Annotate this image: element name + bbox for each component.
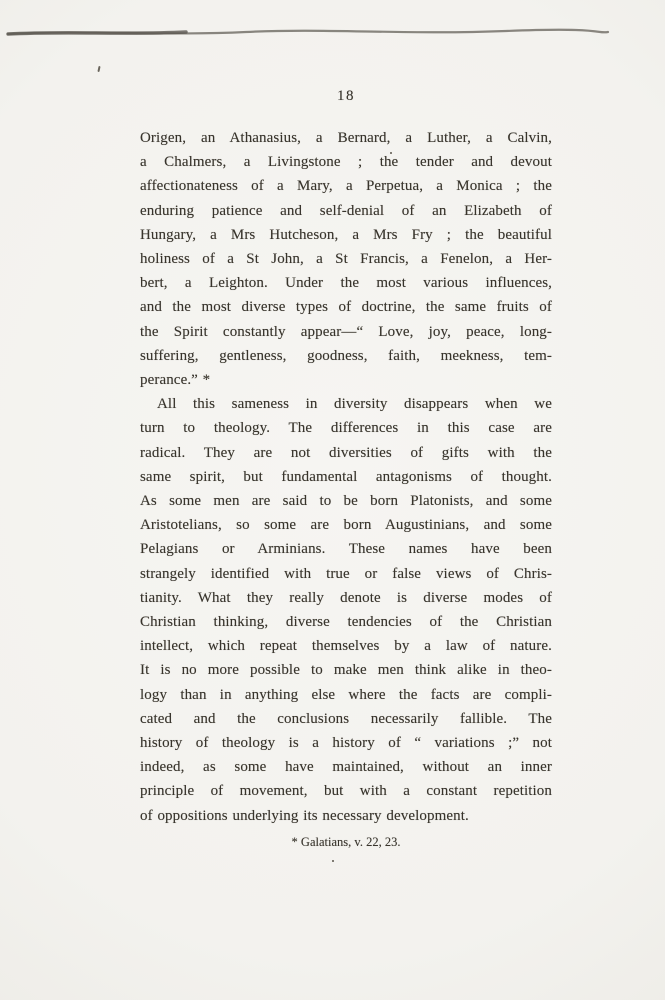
text-line: Christian thinking, diverse tendencies of the Christian bbox=[140, 614, 552, 631]
text-line: affectionateness of a Mary, a Perpetua, a Monica ; the bbox=[140, 178, 552, 195]
text-line: of oppositions underlying its necessary development. bbox=[140, 807, 469, 824]
page-number: 18 bbox=[337, 88, 355, 104]
paragraph bbox=[140, 126, 552, 392]
text-line: indeed, as some have maintained, without an inner bbox=[140, 759, 552, 776]
text-line: Hungary, a Mrs Hutcheson, a Mrs Fry ; the beautiful bbox=[140, 226, 552, 243]
text-line: It is no more possible to make men think alike in theo- bbox=[140, 662, 552, 679]
text-line: suffering, gentleness, goodness, faith, meekness, tem- bbox=[140, 347, 552, 364]
scan-speckle bbox=[97, 66, 100, 72]
text-line: and the most diverse types of doctrine, the same fruits of bbox=[140, 299, 552, 316]
text-line: a Chalmers, a Livingstone ; the tender and devout bbox=[140, 154, 552, 171]
text-line: tianity. What they really denote is diverse modes of bbox=[140, 589, 552, 606]
text-line: Pelagians or Arminians. These names have been bbox=[140, 541, 552, 558]
text-line: same spirit, but fundamental antagonisms of thought. bbox=[140, 468, 552, 485]
text-line: logy than in anything else where the facts are compli- bbox=[140, 686, 552, 703]
text-line: As some men are said to be born Platonists, and some bbox=[140, 493, 552, 510]
text-line: Origen, an Athanasius, a Bernard, a Luther, a Calvin, bbox=[140, 130, 552, 146]
text-line: history of theology is a history of “ variations ;” not bbox=[140, 735, 552, 752]
text-line: enduring patience and self-denial of an Elizabeth of bbox=[140, 202, 552, 219]
text-line: radical. They are not diversities of gifts with the bbox=[140, 444, 552, 461]
scan-artifact-line bbox=[6, 26, 610, 40]
text-line: intellect, which repeat themselves by a law of nature. bbox=[140, 638, 552, 655]
text-line: bert, a Leighton. Under the most various influences, bbox=[140, 275, 552, 292]
text-line: All this sameness in diversity disappears when we bbox=[157, 396, 552, 413]
text-line: the Spirit constantly appear—“ Love, joy, peace, long- bbox=[140, 323, 552, 340]
text-line: holiness of a St John, a St Francis, a Fenelon, a Her- bbox=[140, 251, 552, 268]
text-line: strangely identified with true or false views of Chris- bbox=[140, 565, 552, 582]
text-line: cated and the conclusions necessarily fallible. The bbox=[140, 710, 552, 727]
text-block bbox=[140, 126, 552, 828]
scan-speckle bbox=[332, 860, 334, 862]
scan-speckle bbox=[390, 152, 392, 154]
paragraph bbox=[140, 392, 552, 828]
text-line: principle of movement, but with a constant repetition bbox=[140, 783, 552, 800]
footnote: * Galatians, v. 22, 23. bbox=[291, 834, 401, 849]
text-line: turn to theology. The differences in this case are bbox=[140, 420, 552, 437]
text-line: perance.” * bbox=[140, 372, 211, 389]
text-line: Aristotelians, so some are born Augustinians, and some bbox=[140, 517, 552, 534]
